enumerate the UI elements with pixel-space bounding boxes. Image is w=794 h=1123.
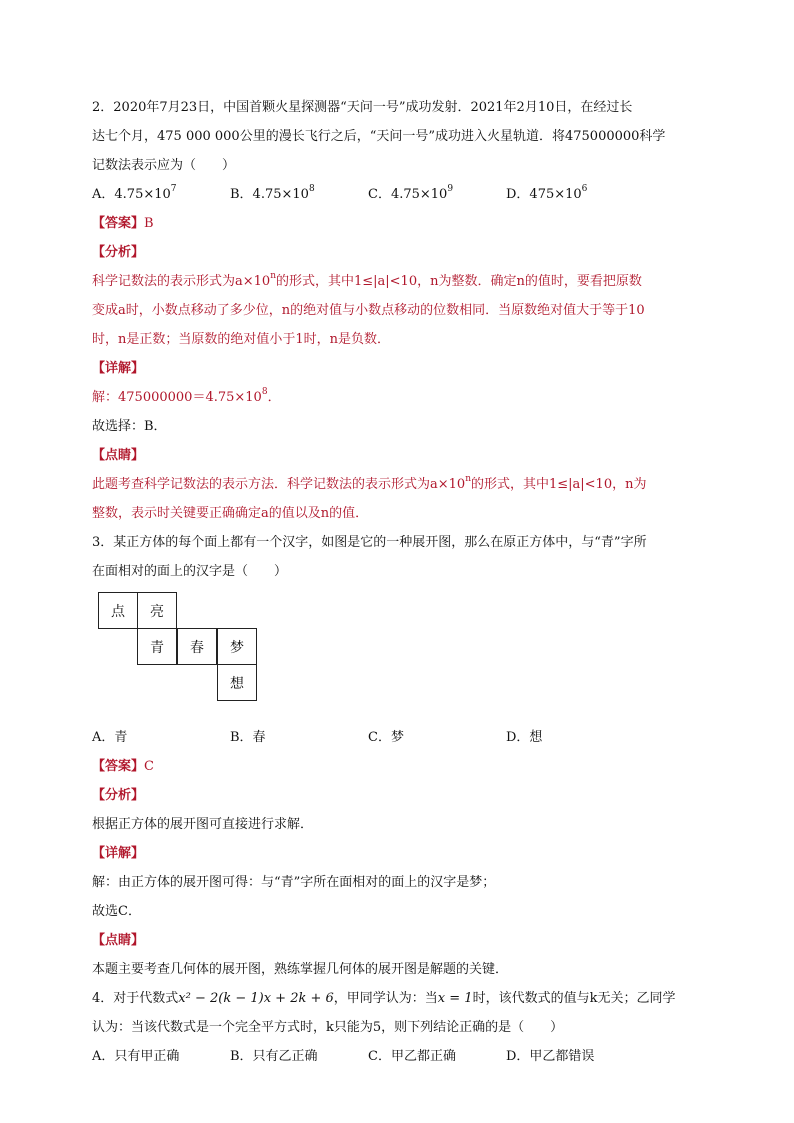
answer-tag: 【答案】 (92, 759, 145, 774)
q4-options (92, 1045, 704, 1069)
q3-detail-tag: 【详解】 (92, 846, 145, 861)
q2-analysis-line-3: 时，n是正数；当原数的绝对值小于1时，n是负数． (92, 332, 391, 347)
question-4 (92, 987, 704, 1069)
question-3 (92, 531, 704, 982)
q2-option-a: A．$4.75\times 10^7$ (92, 183, 177, 202)
q3-option-d: D．想 (506, 730, 543, 745)
q2-answer: 【答案】B (92, 216, 154, 231)
q2-comment-tag: 【点睛】 (92, 448, 145, 463)
q3-option-a: A．青 (92, 730, 128, 745)
q2-comment-line-2: 整数，表示时关键要正确确定a的值以及n的值． (92, 506, 369, 521)
q3-options (92, 726, 704, 750)
net-cell-5: 梦 (217, 628, 257, 665)
net-cell-6: 想 (217, 664, 257, 701)
q2-analysis-line-1: 科学记数法的表示形式为$a\times 10^n$的形式，其中1≤|a|<10，n为整数．确定n的值时，要看把原数 (92, 270, 642, 289)
q3-option-c: C．梦 (368, 730, 404, 745)
q2-stem-line-1: 2．2020年7月23日，中国首颗火星探测器“天问一号”成功发射．2021年2月10日，在经过长 (92, 100, 633, 115)
q3-stem-line-2: 在面相对的面上的汉字是（ ） (92, 564, 288, 579)
net-cell-2: 亮 (137, 592, 177, 629)
q3-comment-tag: 【点睛】 (92, 933, 145, 948)
q4-stem-line-2: 认为：当该代数式是一个完全平方式时，k只能为5，则下列结论正确的是（ ） (92, 1020, 564, 1035)
q3-comment: 本题主要考查几何体的展开图，熟练掌握几何体的展开图是解题的关键． (92, 962, 509, 977)
net-cell-3: 青 (137, 628, 177, 665)
q2-analysis-tag: 【分析】 (92, 245, 145, 260)
q2-detail-line-2: 故选择：B． (92, 419, 167, 434)
q3-detail-line-2: 故选C． (92, 904, 141, 919)
q2-options (92, 183, 704, 207)
q2-analysis-line-2: 变成a时，小数点移动了多少位，n的绝对值与小数点移动的位数相同．当原数绝对值大于等于10 (92, 303, 645, 318)
q3-stem-line-1: 3．某正方体的每个面上都有一个汉字，如图是它的一种展开图，那么在原正方体中，与“青”字所 (92, 535, 647, 550)
q4-stem-line-1: 4．对于代数式x² − 2(k − 1)x + 2k + 6，甲同学认为：当x = 1时，该代数式的值与k无关；乙同学 (92, 991, 676, 1006)
q2-option-d: D．$475\times 10^6$ (506, 183, 588, 202)
cube-net-figure (98, 592, 704, 716)
q4-option-b: B．只有乙正确 (230, 1049, 318, 1064)
q4-option-c: C．甲乙都正确 (368, 1049, 456, 1064)
document-page (92, 92, 704, 1074)
q4-option-a: A．只有甲正确 (92, 1049, 180, 1064)
question-2 (92, 96, 704, 526)
q4-condition: x = 1 (437, 991, 473, 1006)
q3-option-b: B．春 (230, 730, 266, 745)
q3-answer: 【答案】C (92, 759, 154, 774)
q3-detail-line-1: 解：由正方体的展开图可得：与“青”字所在面相对的面上的汉字是梦； (92, 875, 496, 890)
q2-comment-line-1: 此题考查科学记数法的表示方法．科学记数法的表示形式为$a\times 10^n$的形式，其中1≤|a|<10，n为 (92, 473, 647, 492)
net-cell-4: 春 (177, 628, 217, 665)
q4-option-d: D．甲乙都错误 (506, 1049, 595, 1064)
q2-stem-line-2: 达七个月，475 000 000公里的漫长飞行之后，“天问一号”成功进入火星轨道．将475000000科学 (92, 129, 666, 144)
q4-expression: x² − 2(k − 1)x + 2k + 6 (178, 991, 334, 1006)
q2-detail-line-1: 解：$475000000=4.75\times 10^8$． (92, 386, 281, 405)
q3-analysis-tag: 【分析】 (92, 788, 145, 803)
q2-detail-tag: 【详解】 (92, 361, 145, 376)
answer-tag: 【答案】 (92, 216, 145, 231)
q2-option-c: C．$4.75\times 10^9$ (368, 183, 454, 202)
q3-analysis: 根据正方体的展开图可直接进行求解． (92, 817, 314, 832)
net-cell-1: 点 (98, 592, 138, 629)
q2-option-b: B．$4.75\times 10^8$ (230, 183, 315, 202)
q2-stem-line-3: 记数法表示应为（ ） (92, 158, 236, 173)
